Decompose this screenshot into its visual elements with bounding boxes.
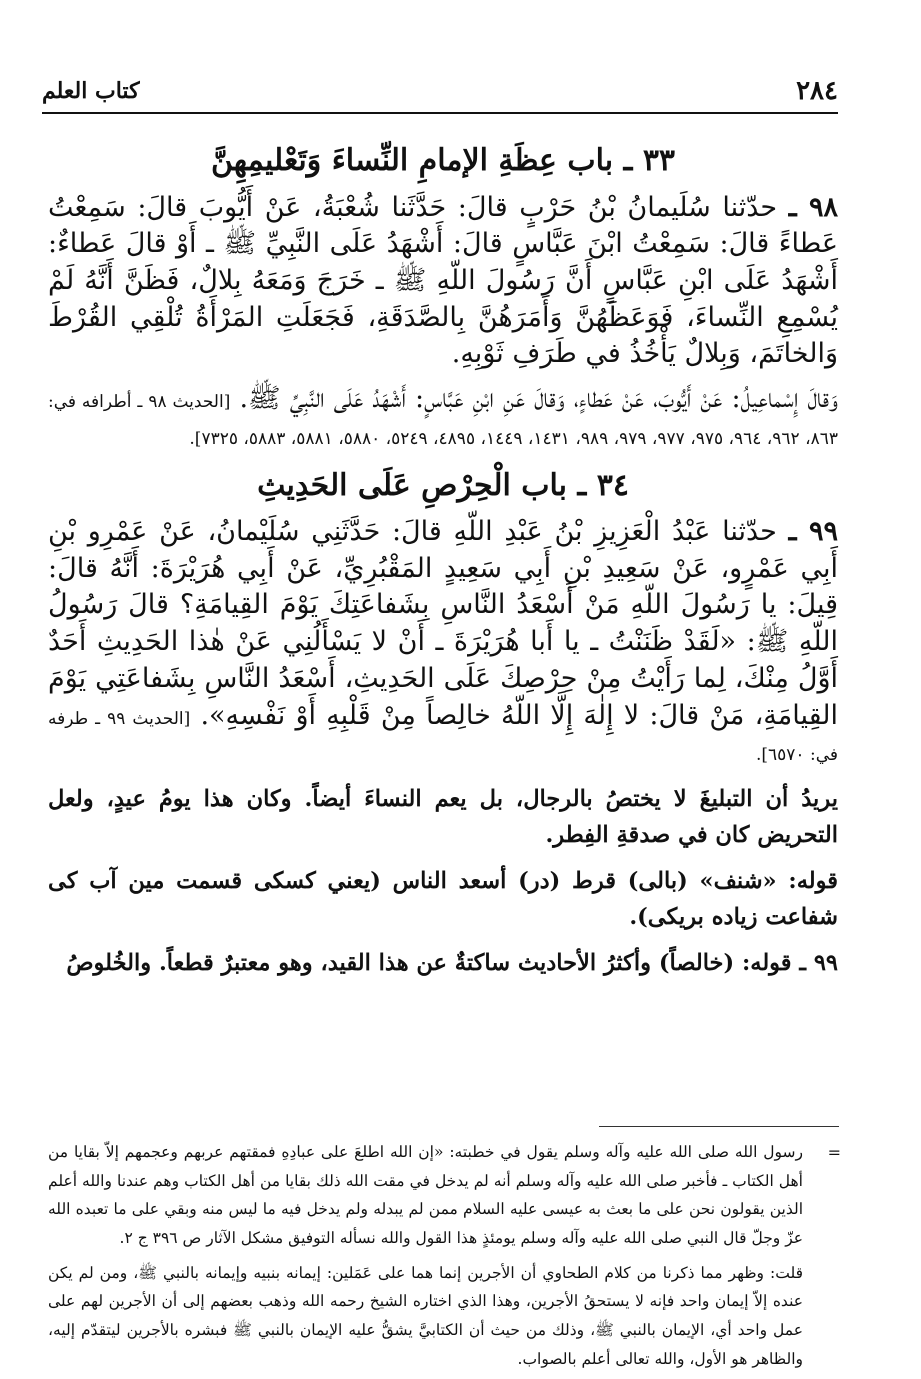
hadith-99-reference: [الحديث ٩٩ ـ طرفه في: ٦٥٧٠].	[48, 708, 838, 766]
commentary-paragraph-1: يريدُ أن التبليغَ لا يختصُ بالرجال، بل يعم النساءَ أيضاً. وكان هذا يومُ عيدٍ، ولعل التحريض كان في صدقةِ الفِطر.	[48, 786, 838, 849]
main-text	[48, 130, 838, 987]
footnotes	[48, 1138, 841, 1379]
commentary-3-text: (خالصاً) وأكثرُ الأحاديث ساكتةٌ عن هذا القيد، وهو معتبرٌ قطعاً. والخُلوصُ	[66, 950, 735, 977]
hadith-99-number: ٩٩ ـ	[788, 516, 838, 548]
chapter-34-title: ٣٤ ـ باب الْحِرْصِ عَلَى الحَدِيثِ	[257, 467, 629, 503]
hadith-99	[48, 514, 838, 771]
footnote-divider	[599, 1126, 839, 1127]
book-title: كتاب العلم	[42, 78, 140, 104]
hadith-98	[48, 190, 838, 374]
commentary-3-lead: ٩٩ ـ قوله:	[741, 950, 838, 977]
hadith-98-text2: وَقالَ إِسْماعِيلُ: عَنْ أَيُّوبَ، عَنْ عَطاءٍ، وَقالَ عَنِ ابْنِ عَبَّاسٍ: أَشْهَدُ عَلَى النَّبِيِّ ﷺ.	[239, 383, 838, 415]
chapter-33-title: ٣٣ ـ باب عِظَةِ الإمامِ النِّساءَ وَتَعْليمِهِنَّ	[210, 143, 676, 178]
hadith-98-text: حدّثنا سُلَيمانُ بْنُ حَرْبٍ قالَ: حَدَّثَنا شُعْبَةُ، عَنْ أَيُّوبَ قالَ: سَمِعْتُ عَطاءً قالَ: سَمِعْتُ ابْنَ عَبَّاسٍ قالَ: أَشْهَدُ عَلَى النَّبِيِّ ﷺ ـ أَوْ قالَ عَطاءٌ: أَشْهَدُ عَلَى ابْنِ عَبَّاسٍ أَنَّ رَسُولَ اللّهِ ﷺ ـ خَرَجَ وَمَعَهُ بِلالٌ، فَظَنَّ أَنَّهُ لَمْ يُسْمِعِ النِّساءَ، فَوَعَظَهُنَّ وَأَمَرَهُنَّ بِالصَّدَقَةِ، فَجَعَلَتِ المَرْأَةُ تُلْقِي القُرْطَ وَالخاتَمَ، وَبِلالٌ يَأْخُذُ في طَرَفِ ثَوْبِهِ.	[48, 191, 838, 370]
footnote-1: رسول الله صلى الله عليه وآله وسلم يقول في خطبته: «إن الله اطلعَ على عبادِهِ فمقتهم عربهم وعجمهم إلاّ بقايا من أهل الكتاب ـ فأخبر صلى الله عليه وآله وسلم أنه لم يدخل في مقت الله ذلك بقايا من أهل الكتاب وهم عندنا والله أعلم الذين يقولون نحن على ما بعث به عيسى عليه السلام ممن لم يبدله ولم يدخل فيه ما ليس منه وبقي على ما تعبده الله عزّ وجلّ قال النبي صلى الله عليه وآله وسلم يومئذٍ هذا القول والله نسأله التوفيق مشكل الآثار ص ٣٩٦ ج ٢.	[48, 1143, 803, 1248]
footnote-2: قلت: وظهر مما ذكرنا من كلام الطحاوي أن الأجرين إنما هما على عَمَلين: إيمانه بنبيه وإيمانه بالنبي ﷺ، ومن لم يكن عنده إلاّ إيمان واحد فإنه لا يستحقُ الأجرين، وهذا الذي اختاره الشيخ رحمه الله وذهب بعضهم إلى أن الأجرين لهم على عمل واحد أي، الإيمان بالنبي ﷺ، وذلك من حيث أن الكتابيَّ يشقُّ عليه الإيمان بالنبي ﷺ فبشره بالأجرين ليتقدّم إليه، والظاهر هو الأول، والله تعالى أعلم بالصواب.	[48, 1263, 803, 1368]
hadith-98-continued	[48, 381, 838, 454]
footnote-continuation-mark: =	[827, 1143, 841, 1162]
hadith-98-number: ٩٨ ـ	[788, 191, 838, 223]
page-number: ٢٨٤	[796, 76, 838, 106]
commentary-2-text: «شنف» (بالى) قرط (در) أسعد الناس (يعني كسكى قسمت مين آب كى شفاعت زياده بريكى).	[48, 868, 838, 931]
page-header	[42, 72, 838, 114]
hadith-99-text: حدّثنا عَبْدُ الْعَزِيزِ بْنُ عَبْدِ اللّهِ قالَ: حَدَّثَنِي سُلَيْمانُ، عَنْ عَمْرِو بْنِ أَبِي عَمْرٍو، عَنْ سَعِيدِ بْنِ أَبِي سَعِيدٍ المَقْبُرِيِّ، عَنْ أَبِي هُرَيْرَةَ: أَنَّهُ قالَ: قِيلَ: يا رَسُولَ اللّهِ مَنْ أَسْعَدُ النَّاسِ بِشَفاعَتِكَ يَوْمَ القِيامَةِ؟ قالَ رَسُولُ اللّهِ ﷺ: «لَقَدْ ظَنَنْتُ ـ يا أَبا هُرَيْرَةَ ـ أَنْ لا يَسْأَلُنِي عَنْ هٰذا الحَدِيثِ أَحَدٌ أَوَّلُ مِنْكَ، لِما رَأَيْتُ مِنْ حِرْصِكَ عَلَى الحَدِيثِ، أَسْعَدُ النَّاسِ بِشَفاعَتِي يَوْمَ القِيامَةِ، مَنْ قالَ: لا إِلٰهَ إِلَّا اللّهُ خالِصاً مِنْ قَلْبِهِ أَوْ نَفْسِهِ».	[48, 516, 838, 731]
commentary-2-lead: قوله:	[788, 868, 838, 895]
commentary-paragraph-2	[48, 863, 838, 935]
commentary-paragraph-3	[48, 945, 838, 981]
hadith-98-reference: [الحديث ٩٨ ـ أطرافه في: ٨٦٣، ٩٦٢، ٩٦٤، ٩٧٥، ٩٧٧، ٩٧٩، ٩٨٩، ١٤٣١، ١٤٤٩، ٤٨٩٥، ٥٢٤٩، ٥٨٨٠، ٥٨٨١، ٥٨٨٣، ٧٣٢٥].	[48, 392, 838, 449]
